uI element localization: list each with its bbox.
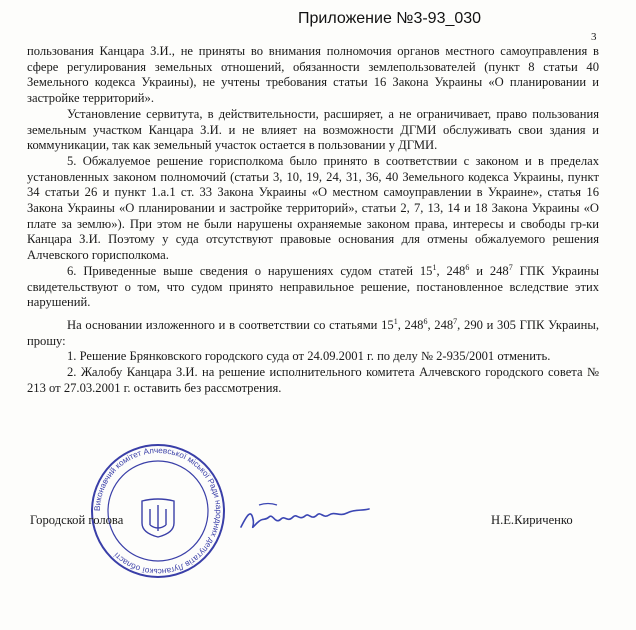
paragraph-7: 2. Жалобу Канцара З.И. на решение исполнительного комитета Алчевского городского совета № 213 от 27.03.2001 г. оставить без рассмотрения. (27, 365, 599, 395)
appendix-header: Приложение №3-93_030 (298, 10, 482, 27)
trident-emblem-icon (142, 499, 174, 537)
paragraph-3: 5. Обжалуемое решение горисполкома было принято в соответствии с законом и в пределах установленных законом полномочий (статьи 3, 10, 19, 24, 31, 36, 40 Земельного кодекса Украины, пункт 34 статьи 26 и пункт 1.а.1 ст. 33 Закона Украины «О местном самоуправлении в Украине», статья 16 Закона Украины «О планировании и застройке территорий», статьи 2, 7, 13, 14 и 18 Закона Украины «О плате за землю»). При этом не были нарушены охраняемые законом права, интересы и свободы гр-ки Канцара З.И. Поэтому у суда отсутствуют правовые основания для отмены обжалуемого решения Алчевского горисполкома. (27, 153, 599, 263)
document-body (27, 44, 599, 396)
paragraph-5: На основании изложенного и в соответствии со статьями $15^1$, $248^6$, $248^7$, 290 и 305 ГПК Украины, прошу: (27, 316, 599, 348)
paragraph-2: Установление сервитута, в действительности, расширяет, а не ограничивает, право пользования земельным участком Канцара З.И. и не влияет на возможности ДГМИ обслуживать свои здания и коммуникации, так как земельный участок остается в пользовании у ДГМИ. (27, 106, 599, 153)
signatory-name: Н.Е.Кириченко (491, 513, 573, 527)
handwritten-signature (237, 497, 372, 537)
seal-text: Виконавчий комітет Алчевської міської Ради народних депутатів Луганської області (92, 445, 224, 577)
official-seal (88, 441, 228, 581)
paragraph-1: пользования Канцара З.И., не приняты во внимания полномочия органов местного самоуправления в сфере регулирования земельных отношений, обязанности землепользователей (пункт 8 статьи 40 Земельного кодекса Украины), не учтены требования статьи 16 Закона Украины «О планировании и застройке территорий». (27, 44, 599, 106)
page-number: 3 (591, 31, 597, 43)
paragraph-6: 1. Решение Брянковского городского суда от 24.09.2001 г. по делу № 2-935/2001 отменить. (67, 349, 551, 364)
signatory-position: Городской голова (30, 513, 124, 527)
paragraph-4: 6. Приведенные выше сведения о нарушениях судом статей $15^1$, $248^6$ и $248^7$ ГПК Украины свидетельствуют о том, что судом принято неправильное решение, постановленное вследствие этих нарушений. (27, 262, 600, 310)
